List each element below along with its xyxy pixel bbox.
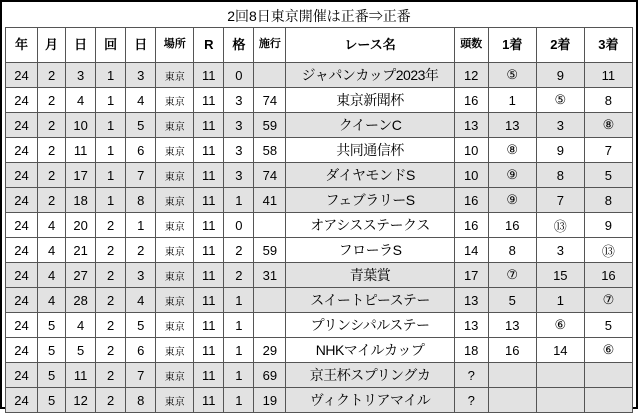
table-row[interactable] (6, 88, 633, 113)
cell-race-number: 11 (194, 88, 224, 113)
col-header-head-count: 頭数 (454, 28, 488, 63)
cell-head-count: 10 (454, 163, 488, 188)
cell-race-name: フェブラリーS (286, 188, 454, 213)
cell-race-number: 11 (194, 213, 224, 238)
cell-head-count: 14 (454, 238, 488, 263)
cell-month: 4 (38, 263, 66, 288)
table-body (6, 63, 633, 413)
cell-month: 2 (38, 113, 66, 138)
cell-shikou (254, 313, 286, 338)
cell-year: 24 (6, 138, 38, 163)
cell-race-number: 11 (194, 163, 224, 188)
cell-nichi: 5 (126, 313, 156, 338)
cell-first-place (488, 363, 536, 388)
cell-race-number: 11 (194, 263, 224, 288)
cell-second-place: ⑤ (536, 88, 584, 113)
cell-place: 東京 (156, 138, 194, 163)
cell-first-place: 16 (488, 213, 536, 238)
cell-grade: 1 (224, 313, 254, 338)
cell-year: 24 (6, 188, 38, 213)
cell-place: 東京 (156, 63, 194, 88)
table-header (6, 28, 633, 63)
cell-head-count: 16 (454, 188, 488, 213)
table-header-row (6, 28, 633, 63)
cell-race-number: 11 (194, 338, 224, 363)
col-header-place: 場所 (156, 28, 194, 63)
cell-nichi: 8 (126, 388, 156, 413)
cell-second-place (536, 363, 584, 388)
cell-kai: 1 (96, 88, 126, 113)
cell-place: 東京 (156, 338, 194, 363)
cell-kai: 1 (96, 113, 126, 138)
cell-place: 東京 (156, 113, 194, 138)
cell-place: 東京 (156, 238, 194, 263)
cell-first-place: ⑦ (488, 263, 536, 288)
col-header-month: 月 (38, 28, 66, 63)
cell-month: 4 (38, 213, 66, 238)
cell-head-count: 10 (454, 138, 488, 163)
cell-second-place: 8 (536, 163, 584, 188)
cell-head-count: 12 (454, 63, 488, 88)
cell-month: 4 (38, 288, 66, 313)
table-row[interactable] (6, 363, 633, 388)
cell-kai: 1 (96, 63, 126, 88)
cell-shikou: 19 (254, 388, 286, 413)
cell-kai: 2 (96, 363, 126, 388)
cell-first-place: ⑨ (488, 188, 536, 213)
cell-second-place: 3 (536, 238, 584, 263)
cell-third-place: 8 (584, 188, 632, 213)
cell-race-name: クイーンC (286, 113, 454, 138)
cell-kai: 2 (96, 338, 126, 363)
cell-race-number: 11 (194, 313, 224, 338)
cell-place: 東京 (156, 313, 194, 338)
cell-kai: 1 (96, 138, 126, 163)
cell-kai: 2 (96, 263, 126, 288)
cell-first-place: 13 (488, 113, 536, 138)
cell-first-place: 5 (488, 288, 536, 313)
cell-second-place: 15 (536, 263, 584, 288)
cell-place: 東京 (156, 363, 194, 388)
cell-day: 21 (66, 238, 96, 263)
cell-third-place (584, 363, 632, 388)
cell-second-place: 3 (536, 113, 584, 138)
cell-day: 17 (66, 163, 96, 188)
cell-year: 24 (6, 338, 38, 363)
cell-day: 11 (66, 138, 96, 163)
cell-race-number: 11 (194, 63, 224, 88)
cell-second-place: 7 (536, 188, 584, 213)
table-row[interactable] (6, 213, 633, 238)
cell-nichi: 4 (126, 88, 156, 113)
cell-race-name: ヴィクトリアマイル (286, 388, 454, 413)
cell-shikou: 59 (254, 238, 286, 263)
col-header-second-place: 2着 (536, 28, 584, 63)
cell-place: 東京 (156, 88, 194, 113)
cell-shikou: 41 (254, 188, 286, 213)
cell-year: 24 (6, 213, 38, 238)
cell-year: 24 (6, 313, 38, 338)
cell-race-name: 京王杯スプリングカ (286, 363, 454, 388)
cell-grade: 2 (224, 263, 254, 288)
cell-month: 2 (38, 163, 66, 188)
cell-kai: 1 (96, 188, 126, 213)
cell-kai: 2 (96, 388, 126, 413)
cell-kai: 2 (96, 288, 126, 313)
cell-day: 27 (66, 263, 96, 288)
cell-year: 24 (6, 288, 38, 313)
cell-day: 18 (66, 188, 96, 213)
cell-head-count: 18 (454, 338, 488, 363)
cell-nichi: 8 (126, 188, 156, 213)
cell-first-place: 1 (488, 88, 536, 113)
cell-day: 4 (66, 313, 96, 338)
col-header-day: 日 (66, 28, 96, 63)
cell-nichi: 5 (126, 113, 156, 138)
cell-race-number: 11 (194, 288, 224, 313)
cell-nichi: 7 (126, 163, 156, 188)
cell-third-place: 7 (584, 138, 632, 163)
cell-third-place: 9 (584, 213, 632, 238)
cell-first-place: ⑤ (488, 63, 536, 88)
cell-head-count: 13 (454, 113, 488, 138)
cell-grade: 3 (224, 88, 254, 113)
table-row[interactable] (6, 138, 633, 163)
cell-race-name: 青葉賞 (286, 263, 454, 288)
cell-third-place: 8 (584, 88, 632, 113)
col-header-race-number: R (194, 28, 224, 63)
cell-race-number: 11 (194, 363, 224, 388)
cell-shikou: 59 (254, 113, 286, 138)
cell-race-name: NHKマイルカップ (286, 338, 454, 363)
cell-shikou (254, 213, 286, 238)
cell-first-place: ⑧ (488, 138, 536, 163)
cell-place: 東京 (156, 263, 194, 288)
cell-grade: 3 (224, 138, 254, 163)
cell-grade: 1 (224, 338, 254, 363)
cell-place: 東京 (156, 388, 194, 413)
cell-place: 東京 (156, 213, 194, 238)
cell-shikou (254, 63, 286, 88)
cell-place: 東京 (156, 288, 194, 313)
table-row[interactable] (6, 113, 633, 138)
cell-year: 24 (6, 163, 38, 188)
cell-month: 2 (38, 138, 66, 163)
table-row[interactable] (6, 288, 633, 313)
col-header-nichi: 日 (126, 28, 156, 63)
cell-month: 2 (38, 63, 66, 88)
cell-month: 2 (38, 188, 66, 213)
cell-second-place: ⑥ (536, 313, 584, 338)
cell-day: 3 (66, 63, 96, 88)
cell-second-place: 9 (536, 63, 584, 88)
col-header-shikou: 施行 (254, 28, 286, 63)
cell-third-place: ⑧ (584, 113, 632, 138)
cell-month: 5 (38, 313, 66, 338)
cell-shikou: 69 (254, 363, 286, 388)
race-results-table (5, 27, 633, 413)
cell-second-place: 1 (536, 288, 584, 313)
cell-race-name: フローラS (286, 238, 454, 263)
cell-race-number: 11 (194, 113, 224, 138)
cell-year: 24 (6, 263, 38, 288)
cell-day: 10 (66, 113, 96, 138)
cell-day: 28 (66, 288, 96, 313)
cell-month: 2 (38, 88, 66, 113)
cell-day: 20 (66, 213, 96, 238)
cell-grade: 0 (224, 213, 254, 238)
cell-day: 5 (66, 338, 96, 363)
cell-race-name: ジャパンカップ2023年 (286, 63, 454, 88)
cell-head-count: 13 (454, 313, 488, 338)
cell-kai: 2 (96, 213, 126, 238)
cell-head-count: 17 (454, 263, 488, 288)
cell-grade: 3 (224, 113, 254, 138)
cell-year: 24 (6, 238, 38, 263)
cell-month: 4 (38, 238, 66, 263)
cell-head-count: 13 (454, 288, 488, 313)
cell-day: 12 (66, 388, 96, 413)
cell-nichi: 4 (126, 288, 156, 313)
cell-shikou: 31 (254, 263, 286, 288)
cell-race-name: ダイヤモンドS (286, 163, 454, 188)
cell-shikou: 58 (254, 138, 286, 163)
cell-shikou: 29 (254, 338, 286, 363)
col-header-year: 年 (6, 28, 38, 63)
page-title: 2回8日東京開催は正番⇒正番 (227, 8, 411, 24)
cell-nichi: 3 (126, 263, 156, 288)
cell-third-place: 5 (584, 163, 632, 188)
cell-third-place: 16 (584, 263, 632, 288)
cell-kai: 2 (96, 313, 126, 338)
cell-shikou: 74 (254, 163, 286, 188)
cell-nichi: 2 (126, 238, 156, 263)
cell-race-number: 11 (194, 238, 224, 263)
cell-second-place: ⑬ (536, 213, 584, 238)
col-header-third-place: 3着 (584, 28, 632, 63)
cell-grade: 3 (224, 163, 254, 188)
cell-nichi: 6 (126, 338, 156, 363)
cell-first-place: 8 (488, 238, 536, 263)
cell-race-name: 東京新聞杯 (286, 88, 454, 113)
cell-head-count: ? (454, 363, 488, 388)
col-header-kai: 回 (96, 28, 126, 63)
cell-grade: 2 (224, 238, 254, 263)
cell-third-place: ⑥ (584, 338, 632, 363)
cell-place: 東京 (156, 163, 194, 188)
cell-race-number: 11 (194, 188, 224, 213)
cell-first-place: ⑨ (488, 163, 536, 188)
cell-month: 5 (38, 338, 66, 363)
table-row[interactable] (6, 263, 633, 288)
cell-month: 5 (38, 363, 66, 388)
table-row[interactable] (6, 188, 633, 213)
cell-third-place: ⑬ (584, 238, 632, 263)
col-header-first-place: 1着 (488, 28, 536, 63)
cell-race-name: 共同通信杯 (286, 138, 454, 163)
cell-race-number: 11 (194, 388, 224, 413)
cell-place: 東京 (156, 188, 194, 213)
cell-kai: 2 (96, 238, 126, 263)
table-row[interactable] (6, 313, 633, 338)
table-row[interactable] (6, 238, 633, 263)
cell-nichi: 1 (126, 213, 156, 238)
cell-grade: 1 (224, 288, 254, 313)
cell-shikou: 74 (254, 88, 286, 113)
cell-second-place: 14 (536, 338, 584, 363)
cell-grade: 1 (224, 188, 254, 213)
cell-grade: 1 (224, 363, 254, 388)
cell-day: 11 (66, 363, 96, 388)
col-header-race-name: レース名 (286, 28, 454, 63)
table-row[interactable] (6, 338, 633, 363)
cell-grade: 0 (224, 63, 254, 88)
cell-grade: 1 (224, 388, 254, 413)
cell-third-place: ⑦ (584, 288, 632, 313)
cell-day: 4 (66, 88, 96, 113)
cell-year: 24 (6, 63, 38, 88)
cell-year: 24 (6, 388, 38, 413)
cell-race-name: スイートピーステー (286, 288, 454, 313)
table-row[interactable] (6, 163, 633, 188)
col-header-grade: 格 (224, 28, 254, 63)
cell-nichi: 6 (126, 138, 156, 163)
cell-head-count: ? (454, 388, 488, 413)
table-row[interactable] (6, 63, 633, 88)
cell-first-place: 13 (488, 313, 536, 338)
cell-race-name: オアシスステークス (286, 213, 454, 238)
cell-race-number: 11 (194, 138, 224, 163)
cell-third-place: 11 (584, 63, 632, 88)
cell-shikou (254, 288, 286, 313)
cell-month: 5 (38, 388, 66, 413)
cell-kai: 1 (96, 163, 126, 188)
cell-second-place: 9 (536, 138, 584, 163)
cell-head-count: 16 (454, 213, 488, 238)
cell-head-count: 16 (454, 88, 488, 113)
cell-third-place: 5 (584, 313, 632, 338)
cell-nichi: 3 (126, 63, 156, 88)
cell-race-name: プリンシパルステー (286, 313, 454, 338)
cell-first-place: 16 (488, 338, 536, 363)
cell-year: 24 (6, 113, 38, 138)
cell-year: 24 (6, 363, 38, 388)
cell-year: 24 (6, 88, 38, 113)
cell-nichi: 7 (126, 363, 156, 388)
